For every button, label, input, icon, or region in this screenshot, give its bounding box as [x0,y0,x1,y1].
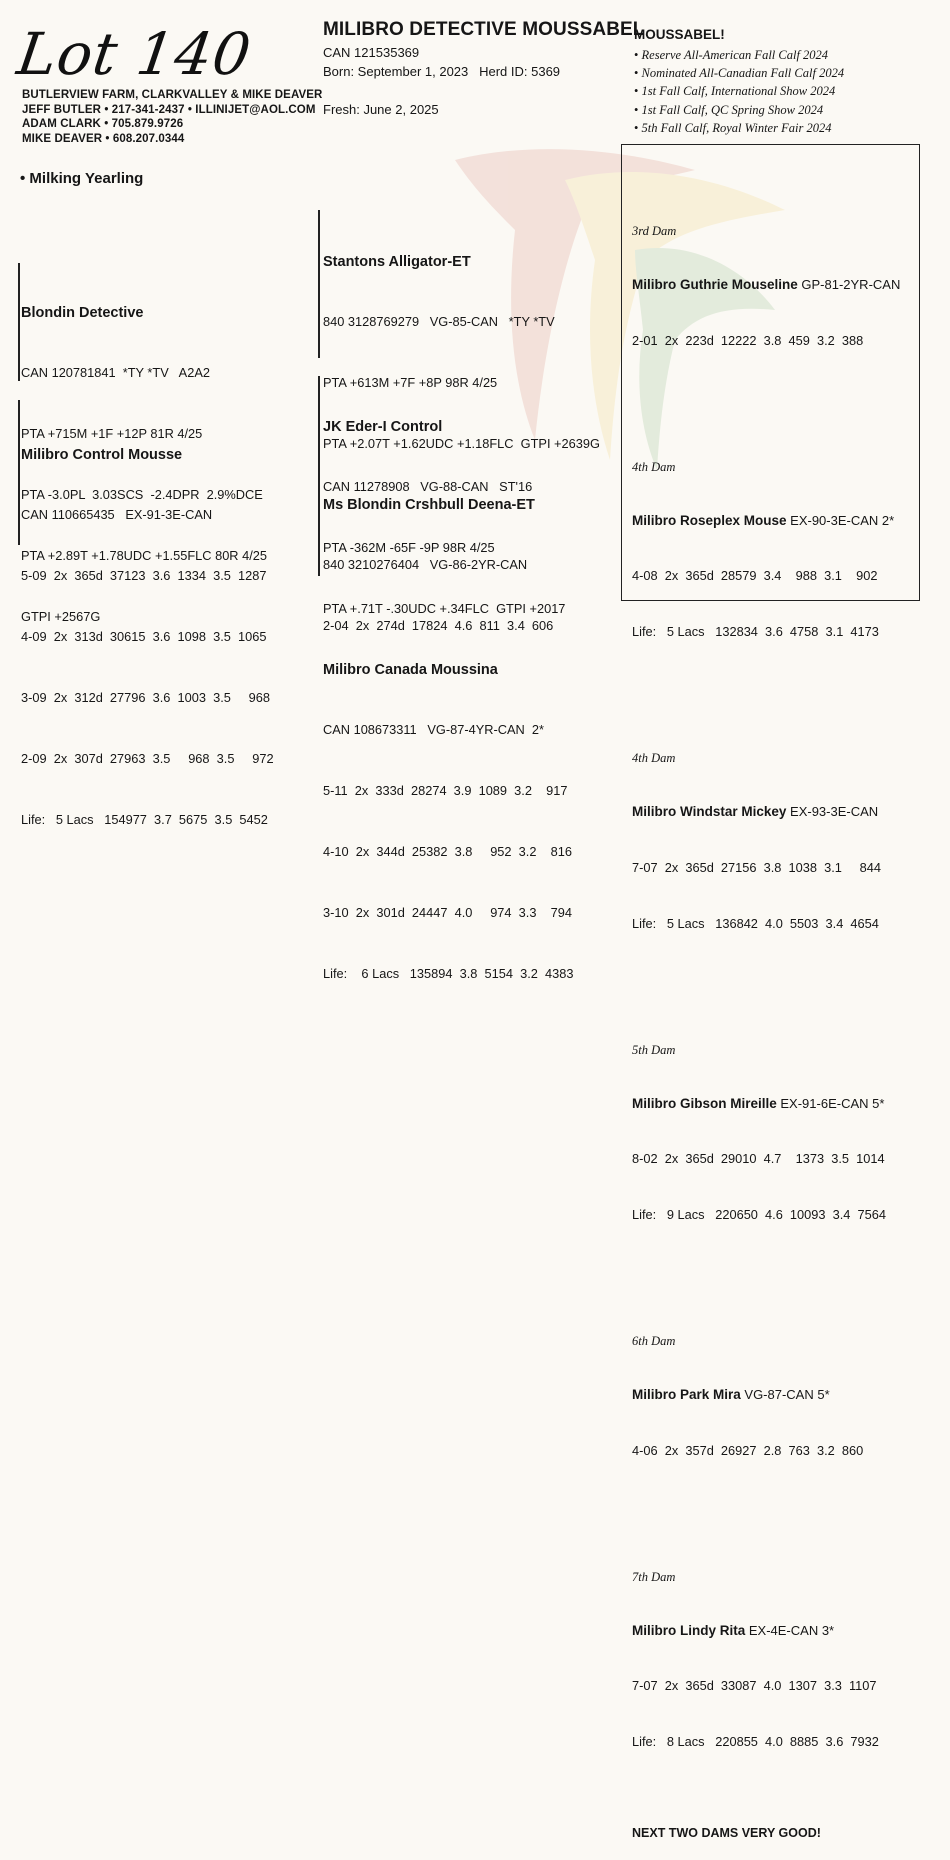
dam-generation-label: 4th Dam [632,751,676,765]
dam-entry-title [632,1094,917,1114]
dam-line: CAN 110665435 EX-91-3E-CAN [21,507,213,523]
maternal-granddam-name: Milibro Canada Moussina [323,661,498,678]
sire-line: PTA -3.0PL 3.03SCS -2.4DPR 2.9%DCE [21,486,263,502]
sire-line: PTA +2.89T +1.78UDC +1.55FLC 80R 4/25 [21,547,268,563]
dam-entry [632,1297,917,1497]
dam-entry [632,1006,917,1262]
maternal-grandsire-name: JK Eder-I Control [323,418,443,435]
consignor-line: MIKE DEAVER • 608.207.0344 [22,132,185,145]
consignor-line: ADAM CLARK • 705.879.9726 [22,118,184,130]
maternal-granddam-line: CAN 108673311 VG-87-4YR-CAN 2* [323,722,544,738]
dam-entry-title [632,275,917,295]
dam-line: 4-09 2x 313d 30615 3.6 1098 3.5 1065 [21,628,267,644]
dam-generation-label: 4th Dam [632,459,676,474]
pedigree-bracket-paternal [318,210,320,358]
dam-generation-label: 6th Dam [632,1334,676,1348]
maternal-granddam-line: 5-11 2x 333d 28274 3.9 1089 3.2 917 [323,783,568,799]
dam-entry-title [632,511,917,531]
dam-entry-name: Milibro Park Mira [632,1387,741,1402]
dam-entry-record: 8-02 2x 365d 29010 4.7 1373 3.5 1014 [632,1151,885,1166]
dam-entry-record: Life: 5 Lacs 136842 4.0 5503 3.4 4654 [632,915,879,931]
dam-entry-name: Milibro Gibson Mireille [632,1095,777,1111]
sire-line: GTPI +2567G [21,608,101,624]
dam-line: 2-09 2x 307d 27963 3.5 968 3.5 972 [21,750,274,766]
consignor-line: BUTLERVIEW FARM, CLARKVALLEY & MIKE DEAVER [22,89,323,101]
sire-name: Blondin Detective [21,304,144,321]
dam-generation-label: 5th Dam [632,1042,676,1057]
dam-entry-record: 2-01 2x 223d 12222 3.8 459 3.2 388 [632,332,864,348]
accomplishments-list [634,46,844,137]
dam-entry-class: EX-91-6E-CAN 5* [776,1095,885,1111]
dam-entry-class: EX-93-3E-CAN [786,804,879,819]
dam-entry-title [632,1385,917,1405]
animal-info [323,44,560,81]
dam-line: Life: 5 Lacs 154977 3.7 5675 3.5 5452 [21,811,268,827]
dam-entry [632,1533,917,1789]
maternal-granddam-line: 4-10 2x 344d 25382 3.8 952 3.2 816 [323,844,573,860]
paternal-granddam-name: Ms Blondin Crshbull Deena-ET [323,496,535,513]
dam-entry [632,423,917,679]
dam-name: Milibro Control Mousse [21,446,183,463]
dam-generation-label: 3rd Dam [632,224,677,238]
lot-title: Lot 140 [13,20,256,88]
dam-entry-name: Milibro Windstar Mickey [632,804,787,819]
accomplishment-item: • 1st Fall Calf, International Show 2024 [634,82,844,100]
maternal-granddam-line: Life: 6 Lacs 135894 3.8 5154 3.2 4383 [323,966,574,982]
dam-entry-record: Life: 9 Lacs 220650 4.6 10093 3.4 7564 [632,1207,887,1222]
dam-entry-record: Life: 8 Lacs 220855 4.0 8885 3.6 7932 [632,1734,879,1749]
paternal-grandsire-line: PTA +2.07T +1.62UDC +1.18FLC GTPI +2639G [323,435,600,451]
consignor-line: JEFF BUTLER • 217-341-2437 • ILLINIJET@AOL.COM [22,103,316,116]
paternal-grandsire-line: PTA +613M +7F +8P 98R 4/25 [323,375,498,391]
dam-entry-name: Milibro Lindy Rita [632,1622,746,1638]
dam-line: 3-09 2x 312d 27796 3.6 1003 3.5 968 [21,689,271,705]
dam-entry-name: Milibro Guthrie Mouseline [632,277,798,292]
animal-fresh: Fresh: June 2, 2025 [323,102,439,117]
maternal-grandsire-line: PTA -362M -65F -9P 98R 4/25 [323,540,495,556]
accomplishments-title: MOUSSABEL! [634,27,725,42]
dam-line: 5-09 2x 365d 37123 3.6 1334 3.5 1287 [21,568,267,584]
dam-family-list [632,151,917,1860]
dam-entry-record: 7-07 2x 365d 27156 3.8 1038 3.1 844 [632,859,882,875]
dam-entry-class: EX-90-3E-CAN 2* [786,512,895,528]
maternal-grandsire-block [323,376,573,1005]
dam-entry-record: 4-08 2x 365d 28579 3.4 988 3.1 902 [632,568,878,583]
dam-entry-title [632,1621,917,1641]
maternal-grandsire-line: PTA +.71T -.30UDC +.34FLC GTPI +2017 [323,600,566,616]
accomplishment-item: • 5th Fall Calf, Royal Winter Fair 2024 [634,119,844,137]
dam-entry-class: EX-4E-CAN 3* [745,1622,835,1638]
animal-reg: CAN 121535369 [323,45,420,60]
dam-entry [632,714,917,970]
maternal-granddam-line: 3-10 2x 301d 24447 4.0 974 3.3 794 [323,905,573,921]
pedigree-bracket-dam [18,400,20,545]
animal-name: MILIBRO DETECTIVE MOUSSABEL [323,19,645,40]
maternal-grandsire-line: CAN 11278908 VG-88-CAN ST'16 [323,479,533,495]
paternal-grandsire-line: 840 3128769279 VG-85-CAN *TY *TV [323,314,555,330]
consignor-block [22,88,322,146]
category-bullet: • Milking Yearling [20,170,144,187]
dam-entry-record: 4-06 2x 357d 26927 2.8 763 3.2 860 [632,1442,864,1458]
dam-family-footer: NEXT TWO DAMS VERY GOOD! [632,1826,821,1840]
paternal-grandsire-name: Stantons Alligator-ET [323,253,471,270]
animal-born: Born: September 1, 2023 Herd ID: 5369 [323,63,561,79]
paternal-granddam-line: 2-04 2x 274d 17824 4.6 811 3.4 606 [323,618,554,634]
pedigree-bracket-sire [18,263,20,381]
dam-entry-name: Milibro Roseplex Mouse [632,512,787,528]
dam-entry-title [632,802,917,822]
dam-block [21,404,274,850]
pedigree-bracket-maternal [318,376,320,576]
dam-entry-record: 7-07 2x 365d 33087 4.0 1307 3.3 1107 [632,1678,877,1693]
sire-line: CAN 120781841 *TY *TV A2A2 [21,365,210,381]
accomplishment-item: • Reserve All-American Fall Calf 2024 [634,46,844,64]
dam-entry [632,187,917,387]
paternal-granddam-line: 840 3210276404 VG-86-2YR-CAN [323,557,528,573]
dam-generation-label: 7th Dam [632,1569,676,1584]
dam-entry-class: VG-87-CAN 5* [740,1387,830,1402]
dam-entry-record: Life: 5 Lacs 132834 3.6 4758 3.1 4173 [632,624,879,639]
dam-entry-class: GP-81-2YR-CAN [797,277,901,292]
accomplishment-item: • 1st Fall Calf, QC Spring Show 2024 [634,101,844,119]
sire-line: PTA +715M +1F +12P 81R 4/25 [21,426,203,442]
accomplishment-item: • Nominated All-Canadian Fall Calf 2024 [634,64,844,82]
